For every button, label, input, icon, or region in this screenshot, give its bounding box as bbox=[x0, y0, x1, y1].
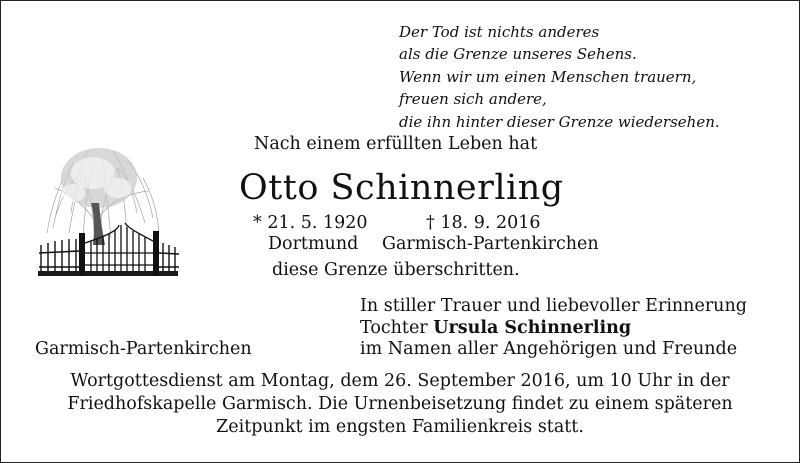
intro-text: Nach einem erfüllten Leben hat bbox=[254, 134, 538, 154]
daughter-name: Ursula Schinnerling bbox=[433, 318, 632, 338]
death-date: † 18. 9. 2016 bbox=[426, 213, 541, 233]
poem-line: als die Grenze unseres Sehens. bbox=[399, 45, 637, 64]
death-place: Garmisch-Partenkirchen bbox=[382, 234, 599, 254]
poem-line: freuen sich andere, bbox=[399, 90, 547, 109]
mourners-prefix: Tochter bbox=[360, 318, 428, 338]
mourners-line3: im Namen aller Angehörigen und Freunde bbox=[360, 339, 738, 359]
birth-place: Dortmund bbox=[268, 234, 359, 254]
location-text: Garmisch-Partenkirchen bbox=[35, 339, 252, 359]
poem-line: Wenn wir um einen Menschen trauern, bbox=[399, 67, 697, 86]
poem-line: Der Tod ist nichts anderes bbox=[399, 23, 600, 41]
deceased-name: Otto Schinnerling bbox=[239, 168, 564, 208]
service-line: Zeitpunkt im engsten Familienkreis statt. bbox=[216, 417, 584, 437]
poem bbox=[399, 21, 720, 133]
mourners-line2 bbox=[360, 318, 631, 338]
service-line: Friedhofskapelle Garmisch. Die Urnenbeisetzung findet zu einem späteren bbox=[67, 394, 733, 414]
service-line: Wortgottesdienst am Montag, dem 26. September 2016, um 10 Uhr in der bbox=[70, 371, 730, 391]
birth-date: * 21. 5. 1920 bbox=[253, 213, 368, 233]
service-info bbox=[0, 370, 800, 439]
mourners-line1: In stiller Trauer und liebevoller Erinnerung bbox=[360, 296, 747, 316]
crossed-text: diese Grenze überschritten. bbox=[272, 260, 520, 280]
poem-line: die ihn hinter dieser Grenze wiedersehen. bbox=[399, 112, 720, 131]
willow-tree-and-cemetery-gate-icon bbox=[33, 133, 183, 280]
